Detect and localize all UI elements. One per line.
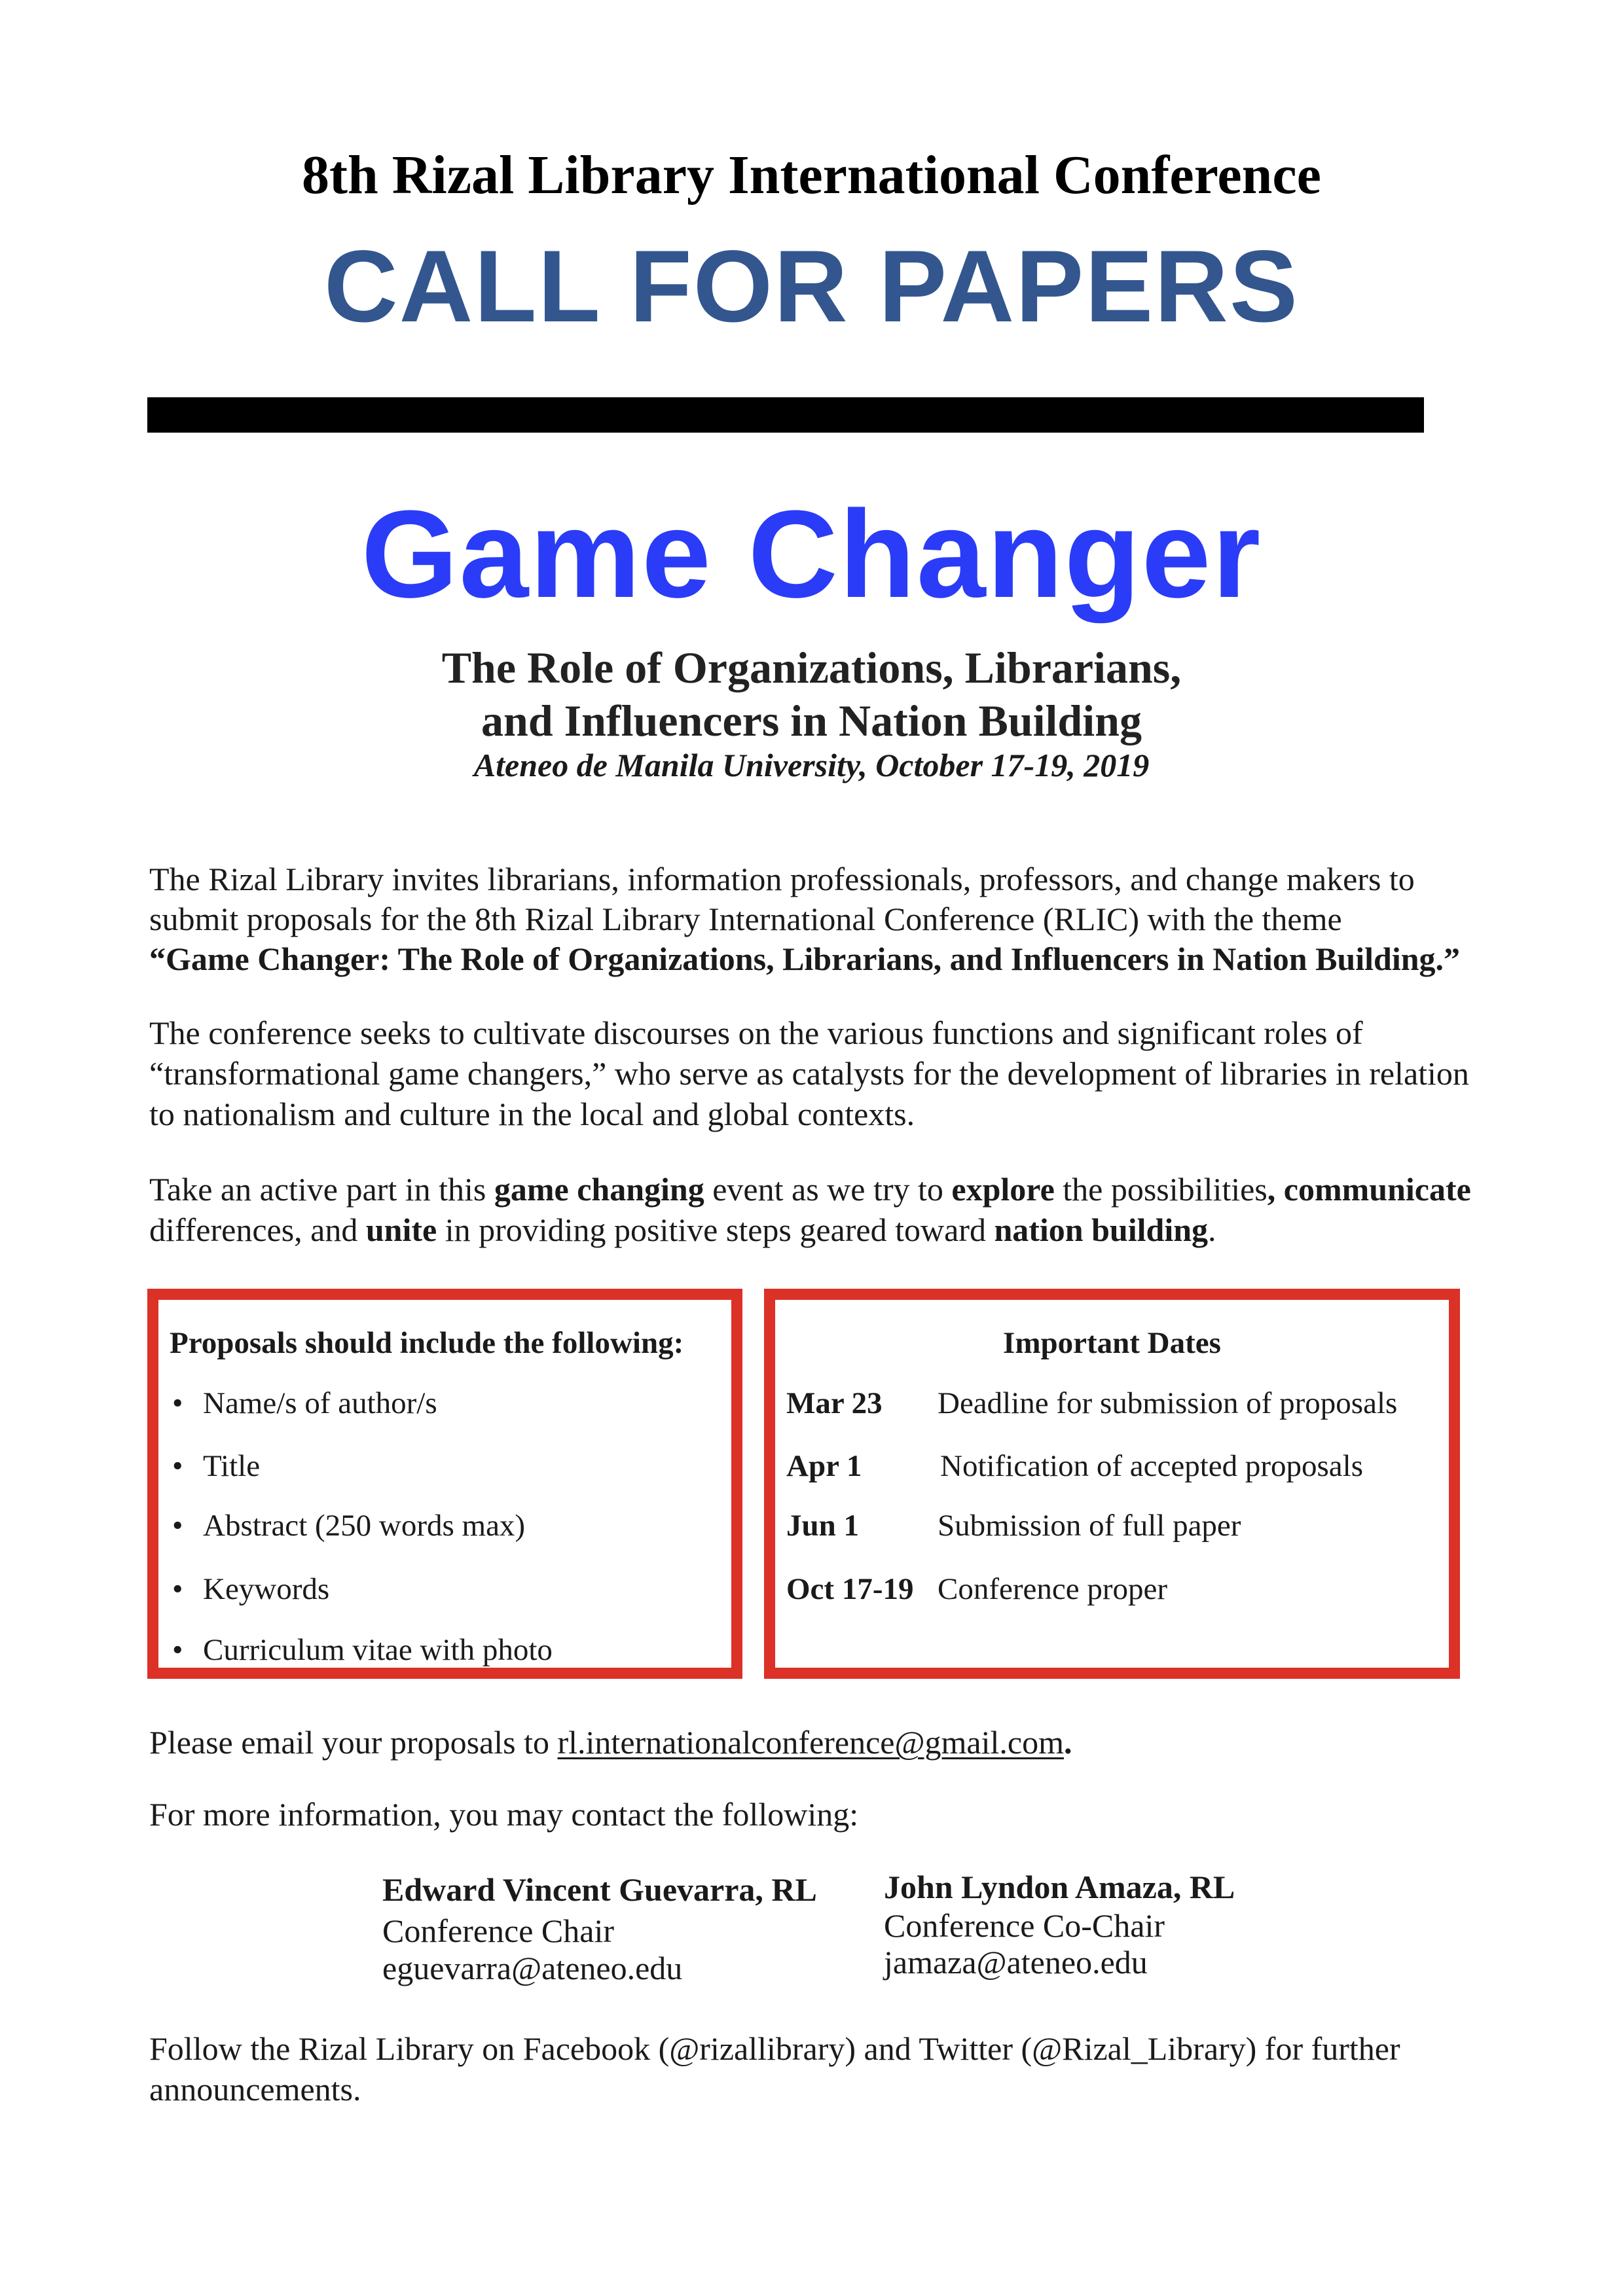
cta-text: the possibilities [1054,1171,1267,1208]
cta-bold: unite [365,1211,437,1248]
purpose-line1: The conference seeks to cultivate discourses on the various functions and significant roles of [149,1014,1363,1051]
cta-text: . [1208,1211,1216,1248]
follow-line1: Follow the Rizal Library on Facebook (@rizallibrary) and Twitter (@Rizal_Library) for further [149,2030,1400,2067]
cta-text: in providing positive steps geared toward [437,1211,994,1248]
theme-subtitle-line2: and Influencers in Nation Building [481,696,1142,745]
contact-name: Edward Vincent Guevarra, RL [382,1871,817,1908]
bullet-icon: • [172,1386,183,1420]
date-event: Notification of accepted proposals [940,1449,1364,1483]
intro-line1: The Rizal Library invites librarians, information professionals, professors, and change makers to [149,861,1415,897]
date-event: Conference proper [938,1572,1168,1606]
cta-bold: explore [951,1171,1055,1208]
purpose-line2: “transformational game changers,” who serve as catalysts for the development of libraries in relation [149,1055,1469,1092]
cta-bold: , communicate [1267,1171,1471,1208]
proposal-item: Title [203,1449,261,1483]
cta-text: differences, and [149,1211,366,1248]
follow-line2: announcements. [149,2071,361,2108]
cta-line1 [149,1173,1471,1206]
date-label: Mar 23 [786,1386,883,1420]
bullet-icon: • [172,1633,183,1667]
proposal-item: Abstract (250 words max) [203,1509,526,1543]
proposal-item: Name/s of author/s [203,1386,437,1420]
dates-heading: Important Dates [1003,1326,1221,1360]
cta-bold: game changing [494,1171,704,1208]
cta-line2 [149,1213,1216,1246]
cta-text: event as we try to [704,1171,952,1208]
proposal-item: Curriculum vitae with photo [203,1633,553,1667]
intro-line2: submit proposals for the 8th Rizal Library International Conference (RLIC) with the theme [149,901,1342,937]
cta-bold: nation building [994,1211,1209,1248]
call-for-papers-title: CALL FOR PAPERS [324,230,1299,344]
bullet-icon: • [172,1509,183,1543]
bullet-icon: • [172,1572,183,1606]
proposals-box [147,1289,742,1679]
date-event: Submission of full paper [938,1509,1241,1543]
contact-role: Conference Chair [382,1912,615,1949]
proposal-item: Keywords [203,1572,330,1606]
email-suffix: . [1064,1724,1072,1761]
theme-title: Game Changer [361,485,1262,624]
email-prefix: Please email your proposals to [149,1724,558,1761]
contact-intro: For more information, you may contact the following: [149,1796,859,1833]
submission-email-link[interactable]: rl.internationalconference@gmail.com [557,1724,1064,1761]
contact-role: Conference Co-Chair [884,1907,1165,1944]
purpose-line3: to nationalism and culture in the local and global contexts. [149,1096,915,1132]
contact-name: John Lyndon Amaza, RL [884,1869,1235,1905]
conference-heading: 8th Rizal Library International Conference [302,145,1321,206]
intro-theme-line: “Game Changer: The Role of Organizations, Librarians, and Influencers in Nation Building.” [149,941,1461,977]
important-dates-box [764,1289,1460,1679]
contact-email[interactable]: eguevarra@ateneo.edu [382,1950,683,1986]
venue-date: Ateneo de Manila University, October 17-19, 2019 [473,747,1150,783]
contact-email[interactable]: jamaza@ateneo.edu [884,1944,1148,1981]
email-line [149,1726,1072,1759]
date-label: Jun 1 [786,1509,860,1543]
cta-text: Take an active part in this [149,1171,494,1208]
date-label: Apr 1 [786,1449,862,1483]
theme-subtitle-line1: The Role of Organizations, Librarians, [441,643,1182,692]
bullet-icon: • [172,1449,183,1483]
proposals-heading: Proposals should include the following: [170,1326,684,1360]
divider-bar [147,397,1424,433]
date-label: Oct 17-19 [786,1572,914,1606]
date-event: Deadline for submission of proposals [938,1386,1398,1420]
